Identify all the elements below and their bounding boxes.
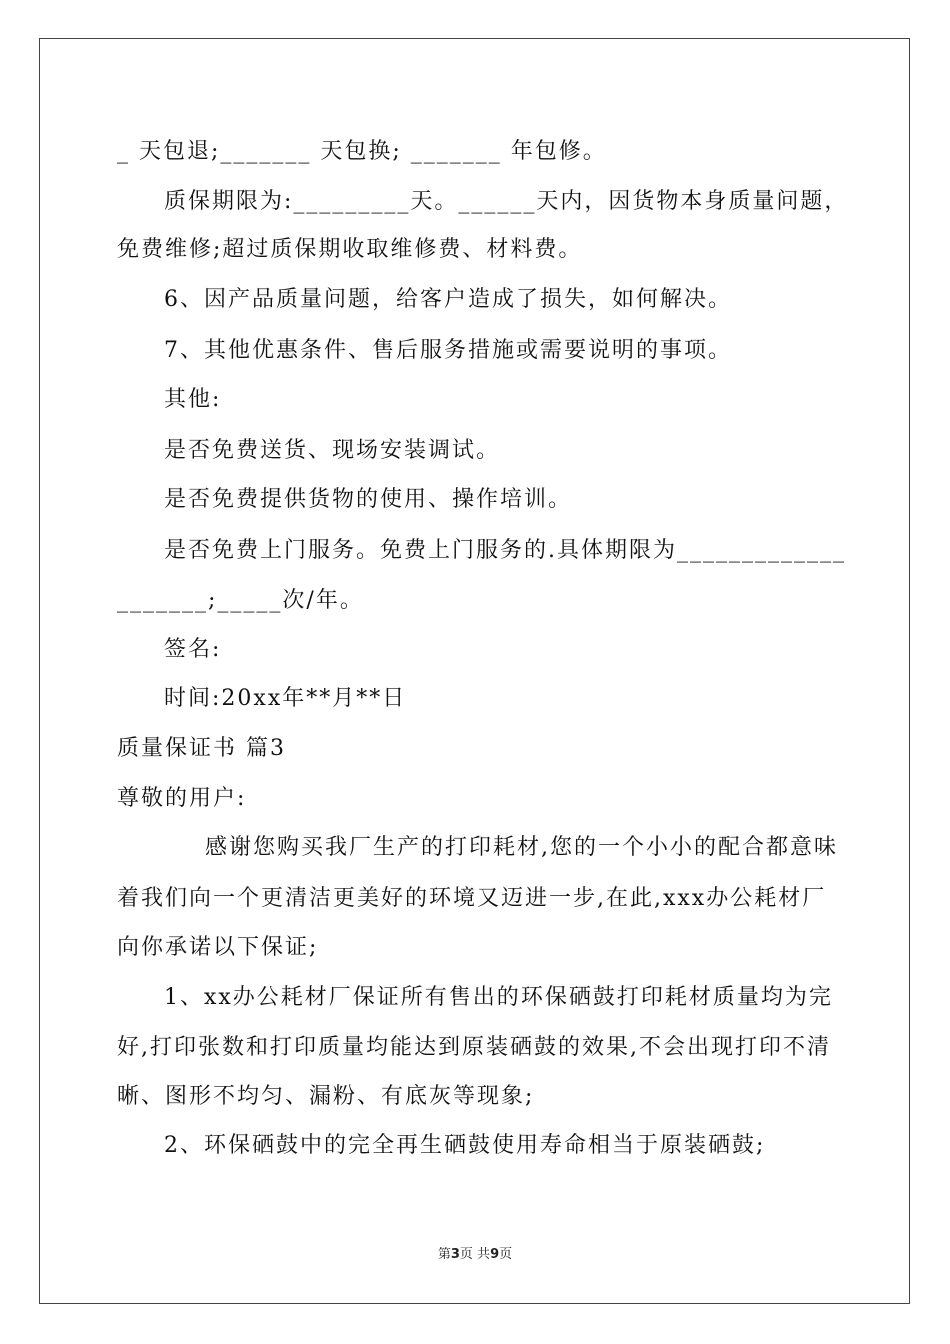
footer-mid: 页 共 <box>459 1247 491 1262</box>
salutation: 尊敬的用户: <box>117 786 247 811</box>
item-6: 6、因产品质量问题，给客户造成了损失，如何解决。 <box>164 287 732 312</box>
other-training: 是否免费提供货物的使用、操作培训。 <box>164 487 573 512</box>
guarantee-1-cont: 好,打印张数和打印质量均能达到原装硒鼓的效果,不会出现打印不清 <box>117 1035 831 1060</box>
footer-prefix: 第 <box>437 1247 451 1262</box>
other-service: 是否免费上门服务。免费上门服务的.具体期限为_____________ <box>164 538 846 563</box>
date-line: 时间:20xx年**月**日 <box>164 686 407 711</box>
warranty-terms-line: _ 天包退;_______ 天包换; _______ 年包修。 <box>117 139 607 164</box>
current-page-number: 3 <box>450 1247 460 1262</box>
guarantee-1: 1、xx办公耗材厂保证所有售出的环保硒鼓打印耗材质量均为完 <box>164 985 833 1010</box>
guarantee-1-end: 晰、图形不均匀、漏粉、有底灰等现象; <box>117 1084 535 1109</box>
item-7: 7、其他优惠条件、售后服务措施或需要说明的事项。 <box>164 338 732 363</box>
other-delivery: 是否免费送货、现场安装调试。 <box>164 438 501 463</box>
footer-suffix: 页 <box>499 1247 513 1262</box>
total-pages-number: 9 <box>490 1247 500 1262</box>
other-heading: 其他: <box>164 387 222 412</box>
intro-paragraph: 感谢您购买我厂生产的打印耗材,您的一个小小的配合都意味 <box>205 835 838 860</box>
intro-paragraph-end: 向你承诺以下保证; <box>117 935 319 960</box>
page-border <box>39 38 910 1304</box>
page-footer <box>0 1243 950 1262</box>
warranty-period-line: 质保期限为:_________天。______天内，因货物本身质量问题， <box>164 189 849 214</box>
intro-paragraph-cont: 着我们向一个更清洁更美好的环境又迈进一步,在此,xxx办公耗材厂 <box>117 886 827 911</box>
warranty-period-line-cont: 免费维修;超过质保期收取维修费、材料费。 <box>117 237 583 262</box>
signature-label: 签名: <box>164 637 222 662</box>
guarantee-2: 2、环保硒鼓中的完全再生硒鼓使用寿命相当于原装硒鼓; <box>164 1133 766 1158</box>
other-service-cont: _______;_____次/年。 <box>117 588 364 613</box>
section-title: 质量保证书 篇3 <box>117 736 286 761</box>
